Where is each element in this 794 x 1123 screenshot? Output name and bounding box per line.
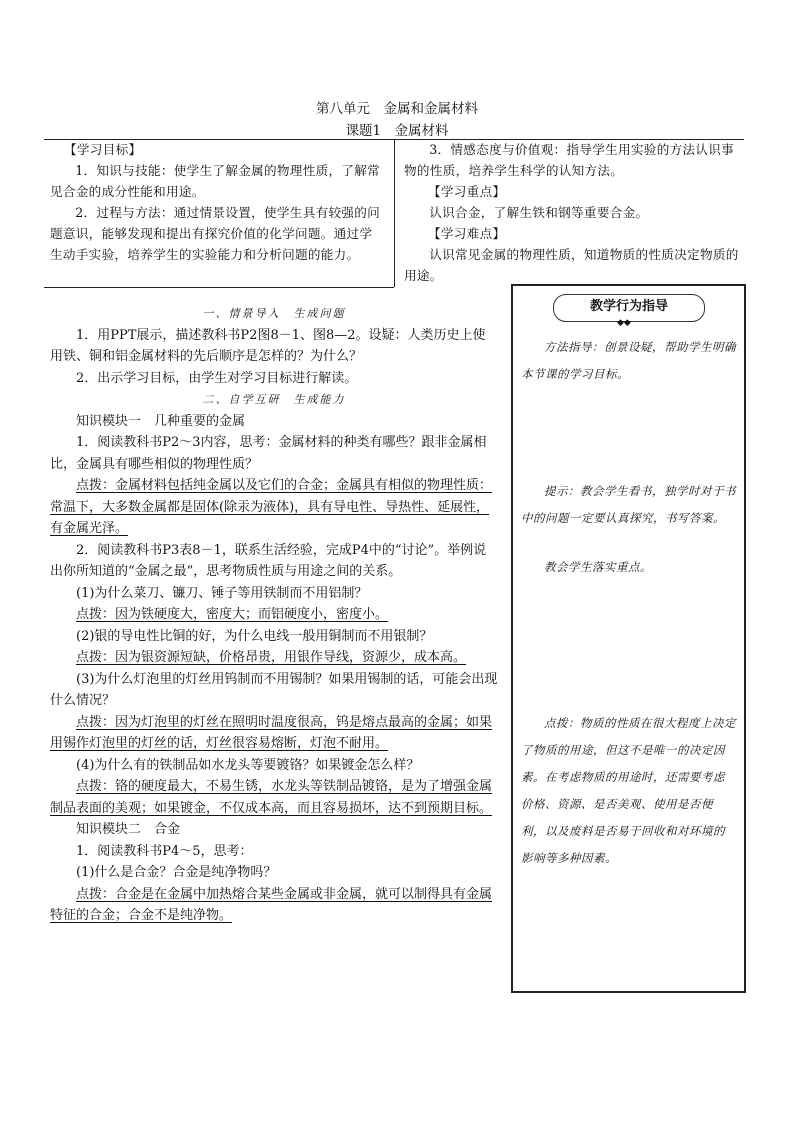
question-3: 1．阅读教科书P4～5，思考： bbox=[76, 843, 253, 859]
teaching-guidance-badge: 教学行为指导 bbox=[553, 294, 705, 322]
question-2b: (2)银的导电性比铜的好，为什么电线一般用铜制而不用银制？ bbox=[76, 628, 433, 644]
hint-1: 点拨：金属材料包括纯金属以及它们的合金；金属具有相似的物理性质：常温下，大多数金属都是固体(除汞为液体)，具有导电性、导热性、延展性，有金属光泽。 bbox=[50, 478, 493, 536]
sidebar-note-method: 方法指导：创景设疑，帮助学生明确本节课的学习目标。 bbox=[521, 340, 736, 381]
unit-title: 第八单元 金属和金属材料 bbox=[316, 101, 478, 117]
sidebar-note-tip: 提示：教会学生看书，独学时对于书中的问题一定要认真探究，书写答案。 bbox=[521, 484, 736, 525]
lesson-title: 课题1 金属材料 bbox=[345, 123, 449, 139]
key-points-heading: 【学习重点】 bbox=[428, 184, 506, 199]
sidebar-note-hint: 点拨：物质的性质在很大程度上决定了物质的用途，但这不是唯一的决定因素。在考虑物质的用途时，还需要考虑价格、资源、是否美观、使用是否便利，以及废料是否易于回收和对环境的影响等多种因素。 bbox=[521, 716, 736, 865]
objectives-right-column bbox=[404, 139, 744, 286]
intro-paragraph-2: 2．出示学习目标，由学生对学习目标进行解读。 bbox=[76, 370, 358, 386]
main-content bbox=[50, 303, 498, 927]
question-2a: (1)为什么菜刀、镰刀、锤子等用铁制而不用铝制？ bbox=[76, 585, 368, 601]
key-points-text: 认识合金，了解生铁和钢等重要合金。 bbox=[429, 205, 649, 220]
question-2c: (3)为什么灯泡里的灯丝用钨制而不用锡制？如果用锡制的话，可能会出现什么情况？ bbox=[50, 671, 498, 708]
objective-item-2: 2．过程与方法：通过情景设置，使学生具有较强的问题意识，能够发现和提出有探究价值的化学问题。通过学生动手实验，培养学生的实验能力和分析问题的能力。 bbox=[50, 205, 381, 262]
module-heading-2: 知识模块二 合金 bbox=[76, 822, 181, 837]
question-2d: (4)为什么有的铁制品如水龙头等要镀铬？如果镀金怎么样？ bbox=[76, 757, 420, 773]
teaching-guidance-sidebar bbox=[511, 284, 746, 993]
question-2: 2．阅读教科书P3表8－1，联系生活经验，完成P4中的“讨论”。举例说出你所知道的“金属之最”，思考物质性质与用途之间的关系。 bbox=[50, 542, 487, 579]
intro-paragraph-1: 1．用PPT展示，描述教科书P2图8－1、图8—2。设疑：人类历史上使用铁、铜和铝金属材料的先后顺序是怎样的？为什么？ bbox=[50, 327, 486, 364]
hint-3a: 点拨：合金是在金属中加热熔合某些金属或非金属，就可以制得具有金属特征的合金；合金不是纯净物。 bbox=[50, 886, 493, 923]
sidebar-note-focus: 教会学生落实重点。 bbox=[544, 560, 652, 574]
difficult-points-text: 认识常见金属的物理性质，知道物质的性质决定物质的用途。 bbox=[404, 247, 739, 283]
hint-2c: 点拨：因为灯泡里的灯丝在照明时温度很高，钨是熔点最高的金属；如果用锡作灯泡里的灯丝的话，灯丝很容易熔断，灯泡不耐用。 bbox=[50, 714, 493, 751]
objectives-heading: 【学习目标】 bbox=[64, 142, 142, 157]
objectives-left-column bbox=[50, 139, 384, 265]
objectives-divider bbox=[394, 139, 395, 287]
section-heading-selfstudy: 二、自学互研 生成能力 bbox=[202, 393, 346, 406]
objective-item-3: 3．情感态度与价值观：指导学生用实验的方法认识事物的性质，培养学生科学的认知方法。 bbox=[404, 142, 735, 178]
question-1: 1．阅读教科书P2～3内容，思考：金属材料的种类有哪些？跟非金属相比，金属具有哪些相似的物理性质？ bbox=[50, 435, 487, 472]
section-heading-intro: 一、情景导入 生成问题 bbox=[202, 307, 346, 320]
question-3a: (1)什么是合金？合金是纯净物吗？ bbox=[76, 865, 277, 880]
hint-2d: 点拨：铬的硬度最大，不易生锈，水龙头等铁制品镀铬，是为了增强金属制品表面的美观；如果镀金，不仅成本高，而且容易损坏，达不到预期目标。 bbox=[50, 779, 493, 816]
hint-2a: 点拨：因为铁硬度大，密度大；而铝硬度小，密度小。 bbox=[76, 607, 389, 622]
hint-2b: 点拨：因为银资源短缺，价格昂贵，用银作导线，资源少，成本高。 bbox=[76, 650, 467, 665]
objectives-bottom-rule bbox=[44, 287, 394, 288]
difficult-points-heading: 【学习难点】 bbox=[428, 226, 506, 241]
objective-item-1: 1．知识与技能：使学生了解金属的物理性质，了解常见合金的成分性能和用途。 bbox=[50, 163, 381, 199]
ornament-icon: ◆◆ bbox=[617, 318, 631, 328]
module-heading-1: 知识模块一 几种重要的金属 bbox=[76, 413, 246, 429]
